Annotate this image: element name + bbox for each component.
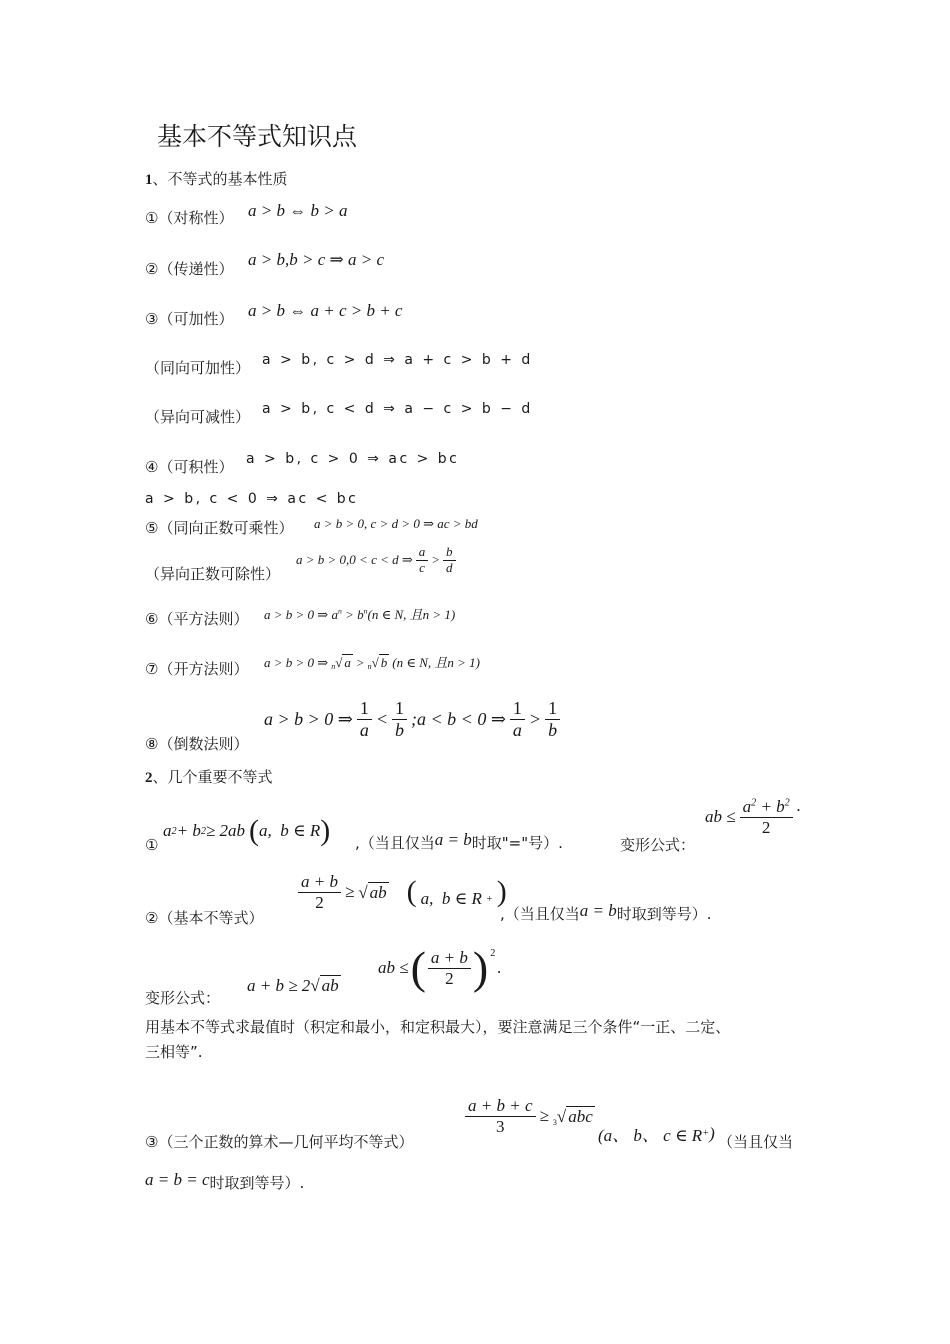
domain-vars: (a、 b、 c ∈ R: [598, 1126, 703, 1145]
inequality-1-condition: [355, 829, 563, 853]
property-6-mid: > b: [341, 607, 364, 622]
domain-vars: a, b ∈ R: [420, 889, 482, 909]
property-3-label: ③（可加性）: [145, 310, 234, 328]
fraction-numerator: a + b: [428, 948, 471, 969]
condition-suffix: 时取到等号）.: [616, 905, 712, 923]
property-1-label: ①（对称性）: [145, 209, 234, 227]
property-2-label: ②（传递性）: [145, 260, 234, 278]
property-5b-formula: [296, 545, 456, 576]
domain-vars: a, b ∈ R: [259, 821, 321, 840]
inequality-3-formula: [465, 1096, 595, 1136]
relation-symbol: <: [375, 708, 389, 729]
positive-sign: +: [485, 893, 493, 905]
fraction-numerator: a + b: [298, 872, 341, 893]
term-plus-b: + b: [176, 821, 201, 840]
paren-close: ): [709, 1123, 715, 1143]
fraction-numerator: 1: [357, 698, 372, 720]
inequality-1-formula: [163, 814, 330, 848]
paren-close: ): [496, 875, 507, 909]
fraction-one-over-a: [510, 698, 525, 740]
inequality-2-condition: [500, 900, 712, 924]
condition-equation: a = b: [579, 900, 617, 920]
exponent: n: [363, 606, 368, 616]
paren-open: (: [406, 875, 417, 909]
section-1-heading: [145, 168, 288, 189]
property-5b-label: （异向正数可除性）: [145, 565, 281, 583]
inequality-2-variant-1: [247, 975, 341, 996]
radicand: b: [380, 655, 388, 670]
property-6-suffix: (n ∈ N, 且n > 1): [367, 607, 456, 622]
fraction-denominator: 2: [445, 968, 454, 988]
fraction-denominator: 2: [761, 817, 771, 837]
inequality-2-formula: [298, 872, 507, 912]
paren-close: ): [472, 942, 489, 993]
inequality-2-label: ②（基本不等式）: [145, 909, 264, 927]
inequality-2-variant-label: 变形公式：: [145, 989, 221, 1007]
inequality-3-domain: [598, 1121, 715, 1146]
term-a: a: [742, 797, 752, 816]
root-index: 3: [552, 1117, 557, 1127]
inequality-1-label: ①: [145, 836, 159, 854]
property-5b-prefix: a > b > 0,0 < c < d ⇒: [296, 552, 413, 568]
root-index: n: [331, 662, 336, 671]
fraction-denominator: 3: [496, 1116, 505, 1136]
property-8-mid: ;a < b < 0 ⇒: [411, 708, 506, 729]
property-8-label: ⑧（倒数法则）: [145, 735, 249, 753]
radical-icon: √: [335, 655, 343, 670]
condition-prefix: ,（当且仅当: [500, 905, 580, 923]
radical-icon: √: [310, 976, 320, 995]
period: .: [497, 958, 502, 977]
fraction-numerator: 1: [392, 698, 407, 720]
variant-lhs: ab ≤: [705, 807, 736, 827]
property-5-label: ⑤（同向正数可乘性）: [145, 519, 294, 537]
nth-root-b: [368, 654, 390, 671]
fraction-denominator: d: [446, 559, 453, 575]
radicand: abc: [568, 1106, 593, 1126]
section-2-title: 、几个重要不等式: [152, 768, 273, 786]
fraction-one-over-b: [545, 698, 560, 740]
note-line-1: 用基本不等式求最值时（积定和最小，和定积最大），要注意满足三个条件“一正、二定、: [145, 1018, 731, 1036]
property-2-formula: a > b,b > c ⇒ a > c: [248, 250, 384, 269]
fraction-denominator: b: [395, 719, 405, 740]
ge-symbol: ≥: [539, 1106, 549, 1126]
radicand: a: [344, 655, 351, 670]
condition-suffix: 时取"="号）.: [471, 834, 563, 852]
relation-symbol: >: [355, 655, 365, 670]
page-title: 基本不等式知识点: [157, 122, 358, 151]
term-a: a: [163, 821, 172, 840]
period: .: [796, 796, 802, 816]
property-7-suffix: (n ∈ N, 且n > 1): [392, 655, 480, 670]
property-3a-formula: a > b, c > d ⇒ a + c > b + d: [262, 352, 533, 368]
fraction-a-plus-b-over-2: [428, 948, 471, 988]
exponent: 2: [171, 825, 177, 837]
square-root-ab: [358, 882, 388, 903]
variant-1-lhs: a + b ≥ 2: [247, 976, 311, 995]
relation-symbol: >: [431, 552, 441, 568]
note-line-2: 三相等”.: [145, 1043, 203, 1061]
condition-prefix: ,（当且仅当: [355, 834, 435, 852]
property-5-formula: a > b > 0, c > d > 0 ⇒ ac > bd: [314, 516, 478, 531]
property-8-prefix: a > b > 0 ⇒: [264, 708, 353, 729]
radicand: ab: [369, 882, 387, 902]
property-3b-label: （异向可减性）: [145, 408, 251, 426]
section-2-number: 2: [145, 770, 153, 786]
inequality-2-variant-2: [378, 942, 502, 993]
fraction-numerator: b: [443, 545, 456, 561]
inequality-1-variant-formula: [705, 797, 801, 837]
fraction-denominator: a: [512, 719, 522, 740]
cube-root-abc: [553, 1106, 595, 1127]
fraction-denominator: 2: [315, 892, 324, 912]
exponent: 2: [200, 825, 206, 837]
property-4-formula: a > b, c > 0 ⇒ ac > bc: [246, 451, 460, 467]
property-4-label: ④（可积性）: [145, 458, 234, 476]
fraction-numerator: [740, 797, 793, 818]
relation-symbol: >: [528, 708, 542, 729]
positive-sign: +: [702, 1128, 710, 1139]
fraction-denominator: a: [359, 719, 369, 740]
condition-suffix: 时取到等号）.: [209, 1174, 305, 1192]
nth-root-a: [331, 654, 353, 671]
radical-icon: √: [556, 1106, 567, 1126]
section-2-heading: [145, 766, 273, 787]
fraction-a-over-c: [416, 545, 429, 576]
fraction-numerator: a: [416, 545, 429, 561]
fraction-numerator: a + b + c: [465, 1096, 536, 1117]
property-7-prefix: a > b > 0 ⇒: [264, 655, 329, 670]
root-index: n: [367, 662, 372, 671]
condition-equation: a = b: [434, 829, 472, 849]
inequality-3-condition-prefix: （当且仅当: [718, 1133, 794, 1151]
fraction-b-over-d: [443, 545, 456, 576]
fraction-numerator: 1: [510, 698, 525, 720]
fraction-numerator: 1: [545, 698, 560, 720]
section-1-number: 1: [145, 172, 153, 188]
property-7-label: ⑦（开方法则）: [145, 660, 249, 678]
fraction-a-plus-b-over-2: [298, 872, 341, 912]
inequality-3-label: ③（三个正数的算术—几何平均不等式）: [145, 1133, 414, 1151]
term-plus-b: + b: [756, 797, 785, 816]
exponent: 2: [784, 797, 790, 809]
fraction-one-over-a: [357, 698, 372, 740]
condition-equation: a = b = c: [145, 1169, 210, 1189]
square-root-ab: [310, 975, 340, 996]
property-3-formula: a > b ⇔ a + c > b + c: [248, 301, 403, 320]
exponent: n: [337, 606, 342, 616]
ge-symbol: ≥: [344, 882, 355, 902]
exponent: 2: [490, 947, 496, 959]
property-6-prefix: a > b > 0 ⇒ a: [264, 607, 338, 622]
property-6-label: ⑥（平方法则）: [145, 610, 249, 628]
variant-2-lhs: ab ≤: [378, 958, 409, 977]
inequality-3-condition: [145, 1169, 305, 1193]
paren-open: (: [410, 942, 426, 993]
fraction-denominator: c: [419, 559, 425, 575]
property-6-formula: [264, 604, 455, 623]
radical-icon: √: [358, 882, 368, 902]
property-8-formula: [264, 698, 560, 740]
radicand: ab: [321, 976, 339, 995]
fraction-denominator: b: [548, 719, 558, 740]
fraction-abc-sum-over-3: [465, 1096, 536, 1136]
term-ge-2ab: ≥ 2ab: [205, 821, 246, 840]
fraction-one-over-b: [392, 698, 407, 740]
property-3b-formula: a > b, c < d ⇒ a − c > b − d: [262, 401, 533, 417]
section-1-title: 、不等式的基本性质: [152, 170, 288, 188]
fraction-a2-plus-b2-over-2: [740, 797, 793, 837]
radical-icon: √: [371, 655, 379, 670]
property-3a-label: （同向可加性）: [145, 359, 251, 377]
exponent: 2: [751, 797, 757, 809]
property-7-formula: [264, 652, 480, 671]
paren-close: ): [320, 814, 331, 847]
inequality-1-variant-label: 变形公式：: [620, 836, 696, 854]
property-1-formula: a > b ⇔ b > a: [248, 201, 348, 220]
property-4b-formula: a > b, c < 0 ⇒ ac < bc: [145, 491, 359, 507]
paren-open: (: [249, 814, 260, 847]
